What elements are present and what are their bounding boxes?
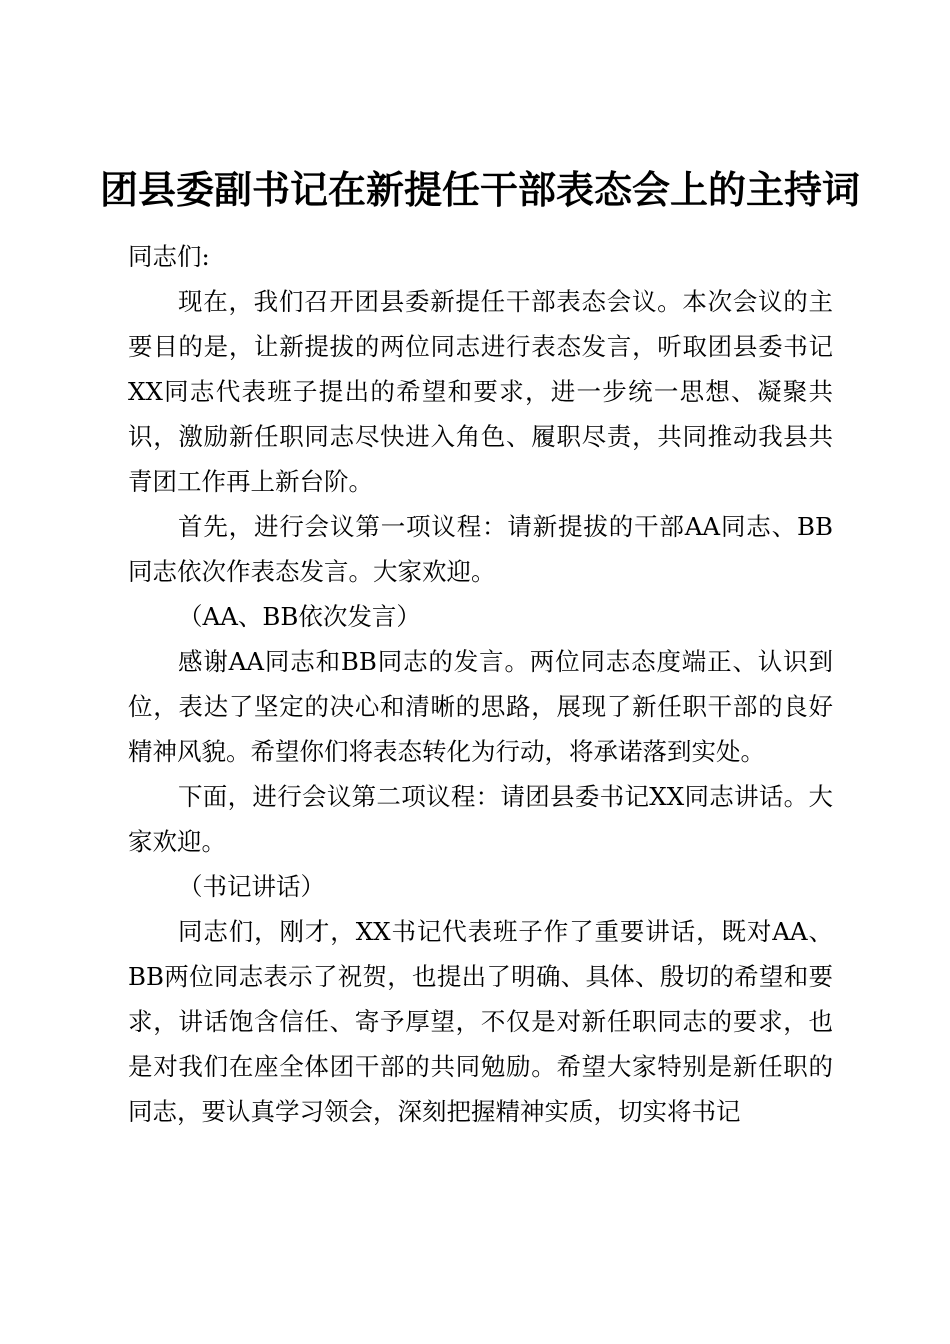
paragraph-agenda-one: 首先，进行会议第一项议程：请新提拔的干部AA同志、BB同志依次作表态发言。大家欢迎。: [128, 512, 833, 586]
stage-note-secretary: （书记讲话）: [178, 872, 325, 901]
stage-note-speeches: （AA、BB依次发言）: [178, 602, 421, 631]
paragraph-opening: 现在，我们召开团县委新提任干部表态会议。本次会议的主要目的是，让新提拔的两位同志进行表态发言，听取团县委书记XX同志代表班子提出的希望和要求，进一步统一思想、凝聚共识，激励新任职同志尽快进入角色、履职尽责，共同推动我县共青团工作再上新台阶。: [128, 287, 833, 496]
paragraph-agenda-two: 下面，进行会议第二项议程：请团县委书记XX同志讲话。大家欢迎。: [128, 782, 833, 856]
salutation: 同志们:: [128, 242, 210, 271]
document-title: 团县委副书记在新提任干部表态会上的主持词: [100, 167, 861, 212]
paragraph-thanks: 感谢AA同志和BB同志的发言。两位同志态度端正、认识到位，表达了坚定的决心和清晰的思路，展现了新任职干部的良好精神风貌。希望你们将表态转化为行动，将承诺落到实处。: [128, 647, 833, 766]
document-body: [128, 234, 833, 1134]
paragraph-summary: 同志们，刚才，XX书记代表班子作了重要讲话，既对AA、BB两位同志表示了祝贺，也提出了明确、具体、殷切的希望和要求，讲话饱含信任、寄予厚望，不仅是对新任职同志的要求，也是对我们在座全体团干部的共同勉励。希望大家特别是新任职的同志，要认真学习领会，深刻把握精神实质，切实将书记: [128, 917, 833, 1126]
